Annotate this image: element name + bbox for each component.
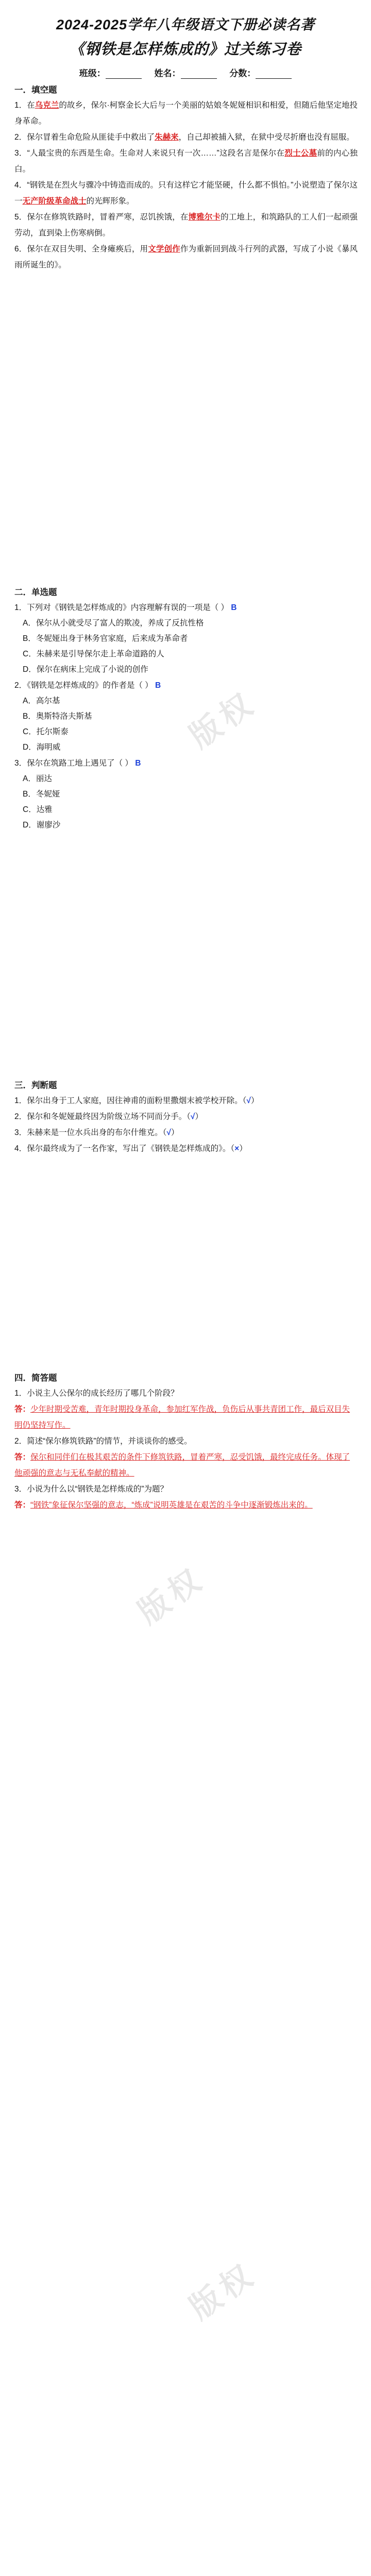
spacer <box>0 833 371 988</box>
option[interactable]: C．达雅 <box>23 805 53 814</box>
question: 3．“人最宝贵的东西是生命。生命对人来说只有一次……”这段名言是保尔在烈士公墓前的内心独白。 <box>14 149 358 174</box>
section-heading: 一．填空题 <box>14 86 57 95</box>
option[interactable]: D．保尔在病床上完成了小说的创作 <box>23 665 148 674</box>
section-fill-blank <box>0 83 371 273</box>
answer: 答：保尔和同伴们在极其艰苦的条件下修筑铁路，冒着严寒，忍受饥饿，最终完成任务。体现了他顽强的意志与无私奉献的精神。 <box>14 1453 350 1478</box>
option[interactable]: D．谢廖沙 <box>23 821 61 829</box>
section-heading: 三．判断题 <box>14 1081 57 1090</box>
question: 6．保尔在双目失明、全身瘫痪后，用文学创作作为重新回到战斗行列的武器，写成了小说《暴风雨所诞生的》。 <box>14 245 358 269</box>
question: 3．朱赫来是一位水兵出身的布尔什维克。（√） <box>14 1128 179 1137</box>
spacer <box>0 1157 371 1311</box>
option[interactable]: C．托尔斯泰 <box>23 727 69 736</box>
option[interactable]: A．保尔从小就受尽了富人的欺凌，养成了反抗性格 <box>23 619 204 628</box>
option[interactable]: B．冬妮娅 <box>23 790 60 799</box>
score-field[interactable]: 分数： <box>229 66 292 79</box>
question: 1．保尔出身于工人家庭，因往神甫的面粉里撒烟末被学校开除。（√） <box>14 1096 259 1105</box>
watermark: 版权 <box>183 685 263 755</box>
answer: 答：“钢铁”象征保尔坚强的意志，“炼成”说明英雄是在艰苦的斗争中逐渐锻炼出来的。 <box>14 1501 313 1510</box>
option[interactable]: A．高尔基 <box>23 697 60 705</box>
class-field[interactable]: 班级： <box>79 66 142 79</box>
paper-title-line2: 《钢铁是怎样炼成的》过关练习卷 <box>69 41 301 58</box>
question: 4．“钢铁是在烈火与骤冷中铸造而成的。只有这样它才能坚硬，什么都不惧怕。”小说塑造了保尔这一无产阶级革命战士的光辉形象。 <box>14 181 358 206</box>
question: 1．小说主人公保尔的成长经历了哪几个阶段？ <box>14 1389 179 1398</box>
watermark: 版权 <box>132 1561 211 1631</box>
spacer <box>0 988 371 1075</box>
option[interactable]: B．冬妮娅出身于林务官家庭，后来成为革命者 <box>23 634 188 643</box>
paper-title-line1: 2024-2025学年八年级语文下册必读名著 <box>56 17 315 32</box>
question: 1．下列对《钢铁是怎样炼成的》内容理解有误的一项是（ ） B <box>14 603 237 612</box>
question: 2．简述“保尔修筑铁路”的情节，并谈谈你的感受。 <box>14 1437 192 1446</box>
watermark: 版权 <box>183 2256 263 2326</box>
question: 4．保尔最终成为了一名作家，写出了《钢铁是怎样炼成的》。（×） <box>14 1144 247 1153</box>
option[interactable]: A．丽达 <box>23 774 52 783</box>
answer: 答：少年时期受苦难，青年时期投身革命，参加红军作战，负伤后从事共青团工作，最后双目失明仍坚持写作。 <box>14 1405 350 1430</box>
name-field[interactable]: 姓名： <box>155 66 217 79</box>
option[interactable]: D．海明威 <box>23 743 61 752</box>
spacer <box>0 273 371 428</box>
question: 2．《钢铁是怎样炼成的》的作者是（ ） B <box>14 681 161 690</box>
option[interactable]: B．奥斯特洛夫斯基 <box>23 712 92 721</box>
question: 3．小说为什么以“钢铁是怎样炼成的”为题？ <box>14 1485 168 1494</box>
question: 5．保尔在修筑铁路时，冒着严寒，忍饥挨饿，在博雅尔卡的工地上，和筑路队的工人们一起顽强劳动，直到染上伤寒病倒。 <box>14 213 358 238</box>
question: 2．保尔冒着生命危险从匪徒手中救出了朱赫来，自己却被捕入狱，在狱中受尽折磨也没有屈服。 <box>14 133 355 142</box>
spacer <box>0 428 371 582</box>
question: 1．在乌克兰的故乡，保尔·柯察金长大后与一个美丽的姑娘冬妮娅相识和相爱，但随后他坚定地投身革命。 <box>14 101 358 126</box>
student-info-line <box>0 66 371 79</box>
spacer <box>0 1311 371 1368</box>
section-heading: 四．简答题 <box>14 1374 57 1383</box>
option[interactable]: C．朱赫来是引导保尔走上革命道路的人 <box>23 650 164 658</box>
section-heading: 二．单选题 <box>14 588 57 597</box>
section-single-choice <box>0 585 371 833</box>
section-true-false <box>0 1078 371 1157</box>
section-short-answer <box>0 1371 371 1513</box>
question: 2．保尔和冬妮娅最终因为阶级立场不同而分手。（√） <box>14 1112 203 1121</box>
question: 3．保尔在筑路工地上遇见了（ ） B <box>14 759 141 768</box>
